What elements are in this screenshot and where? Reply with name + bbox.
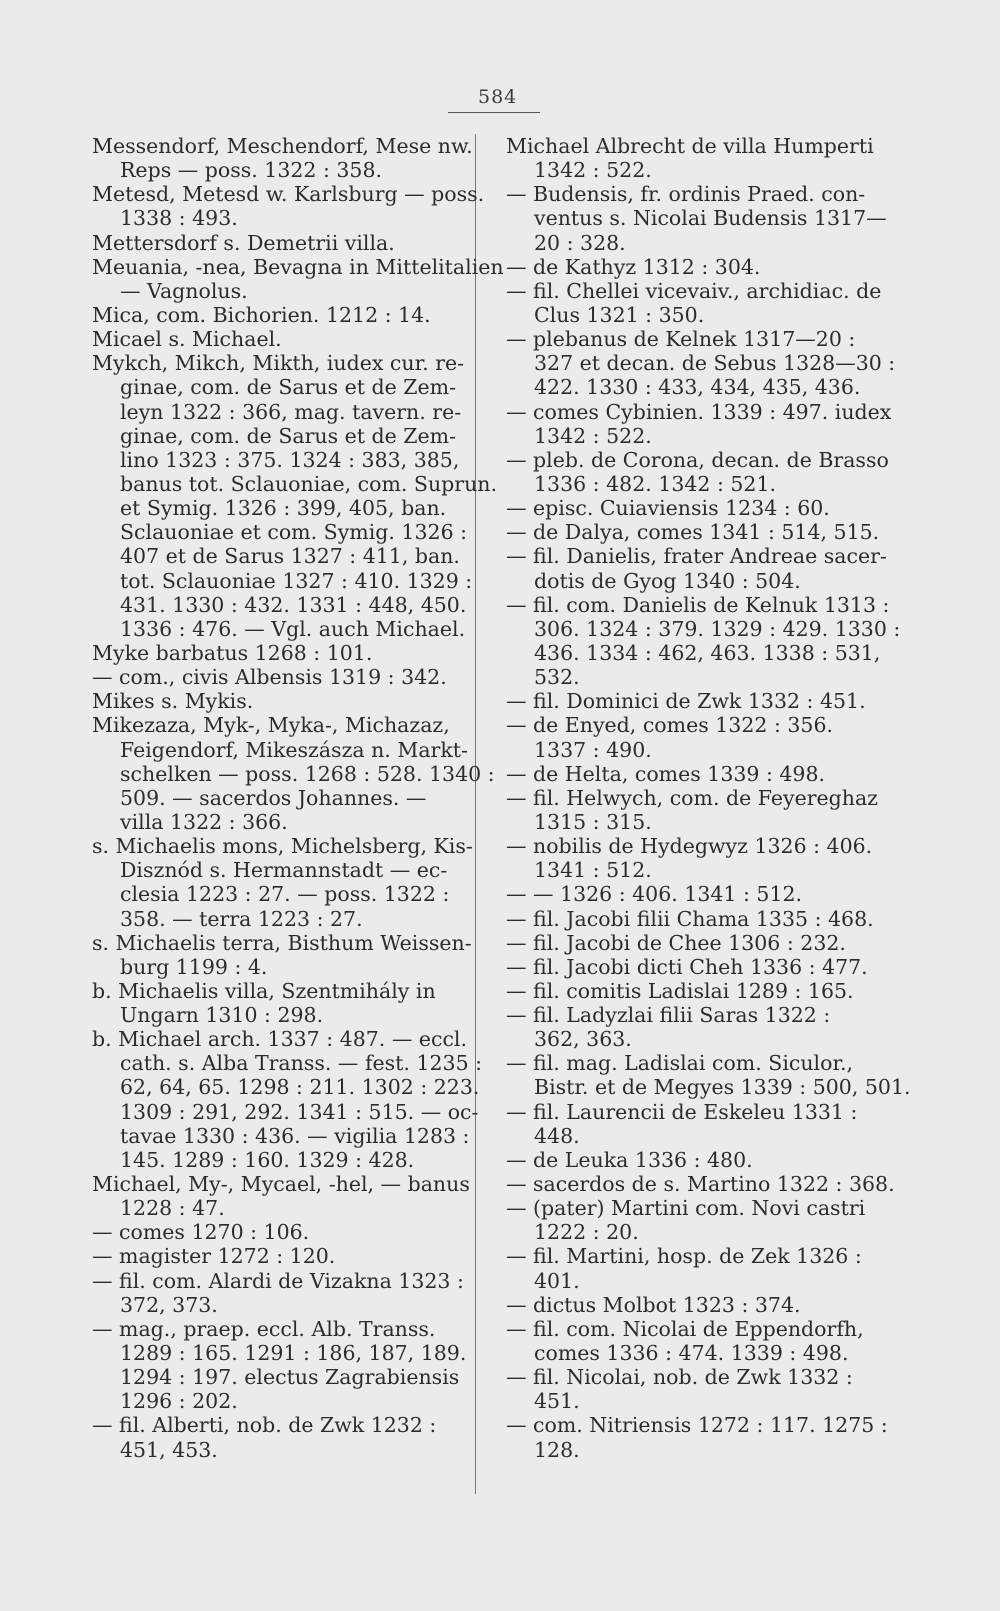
index-line: 1309 : 291, 292. 1341 : 515. — oc- <box>120 1099 479 1124</box>
index-line: — fil. com. Alardi de Vizakna 1323 : <box>92 1268 464 1293</box>
index-line: 1228 : 47. <box>120 1196 225 1221</box>
index-line: — de Enyed, comes 1322 : 356. <box>506 713 834 738</box>
index-line: — de Leuka 1336 : 480. <box>506 1147 753 1172</box>
index-line: Myke barbatus 1268 : 101. <box>92 640 373 665</box>
index-line: 1341 : 512. <box>534 858 652 883</box>
index-line: Metesd, Metesd w. Karlsburg — poss. <box>92 182 485 207</box>
index-line: 327 et decan. de Sebus 1328—30 : <box>534 351 896 376</box>
index-line: — — 1326 : 406. 1341 : 512. <box>506 882 803 907</box>
index-line: Bistr. et de Megyes 1339 : 500, 501. <box>534 1075 911 1100</box>
index-line: 20 : 328. <box>534 230 626 255</box>
index-line: 128. <box>534 1437 580 1462</box>
index-line: — fil. Martini, hosp. de Zek 1326 : <box>506 1244 862 1269</box>
index-line: clesia 1223 : 27. — poss. 1322 : <box>120 882 450 907</box>
index-line: 1294 : 197. electus Zagrabiensis <box>120 1365 460 1390</box>
index-line: Mettersdorf s. Demetrii villa. <box>92 230 395 255</box>
index-line: 145. 1289 : 160. 1329 : 428. <box>120 1147 415 1172</box>
index-line: 1315 : 315. <box>534 809 652 834</box>
index-line: cath. s. Alba Transs. — fest. 1235 : <box>120 1051 483 1076</box>
index-line: — de Helta, comes 1339 : 498. <box>506 761 826 786</box>
index-line: — (pater) Martini com. Novi castri <box>506 1196 866 1221</box>
index-line: — fil. Jacobi dicti Cheh 1336 : 477. <box>506 954 868 979</box>
index-line: comes 1336 : 474. 1339 : 498. <box>534 1341 849 1366</box>
index-line: Ungarn 1310 : 298. <box>120 1003 324 1028</box>
index-line: — fil. Danielis, frater Andreae sacer- <box>506 544 887 569</box>
index-line: Mikes s. Mykis. <box>92 689 254 714</box>
index-line: 1342 : 522. <box>534 158 652 183</box>
index-line: — magister 1272 : 120. <box>92 1244 336 1269</box>
index-line: — fil. Helwych, com. de Feyereghaz <box>506 785 878 810</box>
index-line: banus tot. Sclauoniae, com. Suprun. <box>120 471 498 496</box>
index-line: — episc. Cuiaviensis 1234 : 60. <box>506 496 830 521</box>
index-line: 372, 373. <box>120 1292 218 1317</box>
index-line: — fil. com. Danielis de Kelnuk 1313 : <box>506 592 890 617</box>
index-line: 62, 64, 65. 1298 : 211. 1302 : 223. <box>120 1075 480 1100</box>
index-line: Mykch, Mikch, Mikth, iudex cur. re- <box>92 351 465 376</box>
index-line: 306. 1324 : 379. 1329 : 429. 1330 : <box>534 616 901 641</box>
index-line: — comes Cybinien. 1339 : 497. iudex <box>506 399 892 424</box>
index-line: Disznód s. Hermannstadt — ec- <box>120 858 448 883</box>
index-line: — fil. Dominici de Zwk 1332 : 451. <box>506 689 866 714</box>
index-line: — fil. mag. Ladislai com. Siculor., <box>506 1051 854 1076</box>
index-line: et Symig. 1326 : 399, 405, ban. <box>120 496 447 521</box>
index-line: 1338 : 493. <box>120 206 238 231</box>
index-line: — dictus Molbot 1323 : 374. <box>506 1292 801 1317</box>
index-line: 436. 1334 : 462, 463. 1338 : 531, <box>534 640 881 665</box>
index-line: s. Michaelis mons, Michelsberg, Kis- <box>92 834 473 859</box>
index-line: — fil. Nicolai, nob. de Zwk 1332 : <box>506 1365 853 1390</box>
index-line: — pleb. de Corona, decan. de Brasso <box>506 447 889 472</box>
column-divider <box>475 134 476 1494</box>
index-line: — fil. Jacobi de Chee 1306 : 232. <box>506 930 846 955</box>
index-line: — de Kathyz 1312 : 304. <box>506 254 761 279</box>
index-line: Micael s. Michael. <box>92 327 282 352</box>
header-rule <box>448 112 540 113</box>
index-line: b. Michael arch. 1337 : 487. — eccl. <box>92 1027 468 1052</box>
index-line: — fil. com. Nicolai de Eppendorfh, <box>506 1316 864 1341</box>
index-line: 1337 : 490. <box>534 737 652 762</box>
index-line: 362, 363. <box>534 1027 632 1052</box>
index-line: lino 1323 : 375. 1324 : 383, 385, <box>120 447 460 472</box>
index-line: burg 1199 : 4. <box>120 954 268 979</box>
index-line: Mica, com. Bichorien. 1212 : 14. <box>92 302 431 327</box>
index-line: Reps — poss. 1322 : 358. <box>120 158 383 183</box>
index-line: 451. <box>534 1389 580 1414</box>
index-line: 431. 1330 : 432. 1331 : 448, 450. <box>120 592 467 617</box>
index-line: 509. — sacerdos Johannes. — <box>120 785 427 810</box>
index-line: ginae, com. de Sarus et de Zem- <box>120 423 457 448</box>
index-line: 451, 453. <box>120 1437 218 1462</box>
index-line: 358. — terra 1223 : 27. <box>120 906 363 931</box>
index-line: — nobilis de Hydegwyz 1326 : 406. <box>506 834 873 859</box>
index-line: schelken — poss. 1268 : 528. 1340 : <box>120 761 495 786</box>
index-line: tot. Sclauoniae 1327 : 410. 1329 : <box>120 568 473 593</box>
index-line: b. Michaelis villa, Szentmihály in <box>92 978 436 1003</box>
left-column <box>92 134 504 1462</box>
index-line: — fil. Ladyzlai filii Saras 1322 : <box>506 1003 831 1028</box>
index-line: 407 et de Sarus 1327 : 411, ban. <box>120 544 460 569</box>
index-line: — mag., praep. eccl. Alb. Transs. <box>92 1316 436 1341</box>
index-line: 1222 : 20. <box>534 1220 639 1245</box>
index-line: — fil. Laurencii de Eskeleu 1331 : <box>506 1099 858 1124</box>
index-line: ventus s. Nicolai Budensis 1317— <box>534 206 887 231</box>
index-line: Clus 1321 : 350. <box>534 302 705 327</box>
index-line: 401. <box>534 1268 580 1293</box>
index-line: ginae, com. de Sarus et de Zem- <box>120 375 457 400</box>
index-line: — Budensis, fr. ordinis Praed. con- <box>506 182 866 207</box>
index-line: 1342 : 522. <box>534 423 652 448</box>
index-line: — fil. Jacobi filii Chama 1335 : 468. <box>506 906 874 931</box>
page-number: 584 <box>478 86 518 108</box>
index-line: Messendorf, Meschendorf, Mese nw. <box>92 134 473 158</box>
index-line: Sclauoniae et com. Symig. 1326 : <box>120 520 468 545</box>
index-line: — Vagnolus. <box>120 278 248 303</box>
index-line: — sacerdos de s. Martino 1322 : 368. <box>506 1172 895 1197</box>
index-line: 532. <box>534 665 580 690</box>
index-line: villa 1322 : 366. <box>120 809 288 834</box>
index-line: Mikezaza, Myk-, Myka-, Michazaz, <box>92 713 450 738</box>
index-line: tavae 1330 : 436. — vigilia 1283 : <box>120 1123 470 1148</box>
index-line: — com. Nitriensis 1272 : 117. 1275 : <box>506 1413 888 1438</box>
right-column <box>506 134 911 1462</box>
index-line: 1336 : 482. 1342 : 521. <box>534 471 777 496</box>
index-line: Feigendorf, Mikeszásza n. Markt- <box>120 737 468 762</box>
index-line: 1296 : 202. <box>120 1389 238 1414</box>
index-line: — fil. Alberti, nob. de Zwk 1232 : <box>92 1413 437 1438</box>
index-line: 1336 : 476. — Vgl. auch Michael. <box>120 616 466 641</box>
index-line: dotis de Gyog 1340 : 504. <box>534 568 801 593</box>
index-line: — comes 1270 : 106. <box>92 1220 310 1245</box>
index-line: — com., civis Albensis 1319 : 342. <box>92 665 447 690</box>
index-line: 422. 1330 : 433, 434, 435, 436. <box>534 375 861 400</box>
index-line: Michael Albrecht de villa Humperti <box>506 134 874 158</box>
index-line: s. Michaelis terra, Bisthum Weissen- <box>92 930 472 955</box>
index-line: — fil. Chellei vicevaiv., archidiac. de <box>506 278 882 303</box>
index-line: Michael, My-, Mycael, -hel, — banus <box>92 1172 470 1197</box>
index-line: 448. <box>534 1123 580 1148</box>
index-line: — plebanus de Kelnek 1317—20 : <box>506 327 856 352</box>
index-line: Meuania, -nea, Bevagna in Mittelitalien <box>92 254 504 279</box>
index-line: 1289 : 165. 1291 : 186, 187, 189. <box>120 1341 467 1366</box>
index-line: — de Dalya, comes 1341 : 514, 515. <box>506 520 880 545</box>
index-line: — fil. comitis Ladislai 1289 : 165. <box>506 978 854 1003</box>
index-line: leyn 1322 : 366, mag. tavern. re- <box>120 399 462 424</box>
